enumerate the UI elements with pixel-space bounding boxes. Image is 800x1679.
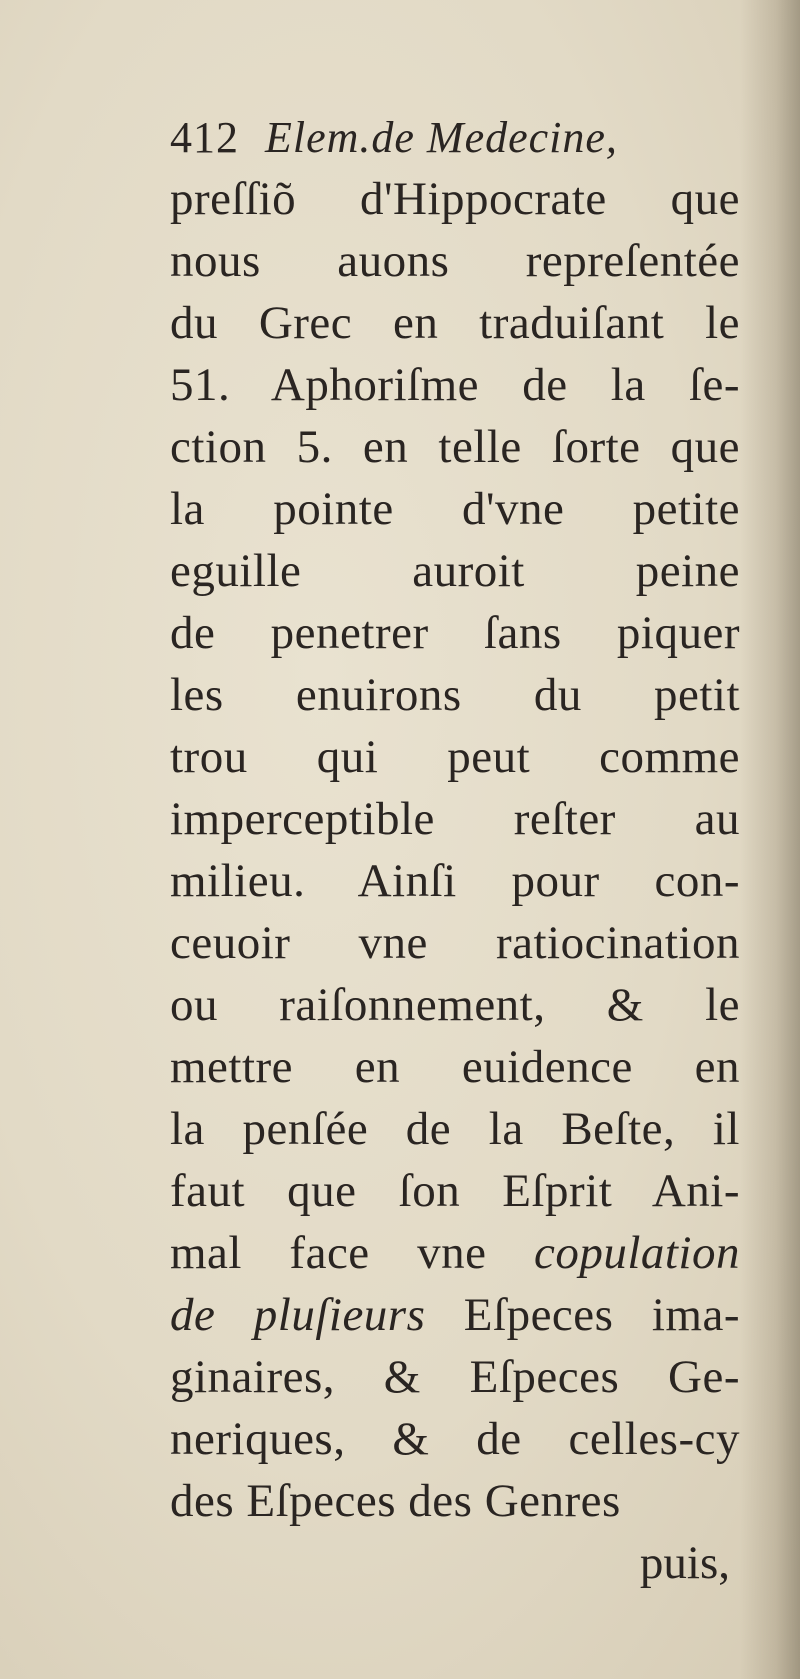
text-line: de penetrer ſans piquer: [170, 607, 740, 659]
text-italic: copulation: [533, 1227, 740, 1279]
text-line: 51. Aphoriſme de la ſe-: [170, 359, 740, 411]
text-block: [170, 108, 740, 1594]
text-line: du Grec en traduiſant le: [170, 297, 740, 349]
text-line: les enuirons du petit: [170, 669, 740, 721]
text-line: neriques, & de celles-cy: [170, 1413, 740, 1465]
text-roman: mal face vne: [170, 1227, 534, 1279]
text-line: des Eſpeces des Genres: [170, 1475, 621, 1527]
text-line: trou qui peut comme: [170, 731, 740, 783]
text-line: milieu. Ainſi pour con-: [170, 855, 740, 907]
running-title: Elem.de Medecine,: [265, 113, 618, 162]
text-line: [170, 1284, 740, 1346]
text-line: ceuoir vne ratiocination: [170, 917, 740, 969]
text-line: la penſée de la Beſte, il: [170, 1103, 740, 1155]
page-edge-shadow: [740, 0, 800, 1679]
text-roman: Eſpeces ima-: [425, 1289, 740, 1341]
running-head: [170, 108, 740, 168]
text-line: imperceptible reſter au: [170, 793, 740, 845]
text-italic: de pluſieurs: [170, 1289, 426, 1341]
text-line: eguille auroit peine: [170, 545, 740, 597]
text-line: preſſiõ d'Hippocrate que: [170, 173, 740, 225]
text-line: mettre en euidence en: [170, 1041, 740, 1093]
catchword: puis,: [639, 1537, 730, 1589]
text-line: ou raiſonnement, & le: [170, 979, 740, 1031]
text-line: ginaires, & Eſpeces Ge-: [170, 1351, 740, 1403]
text-line: la pointe d'vne petite: [170, 483, 740, 535]
text-line: nous auons repreſentée: [170, 235, 740, 287]
text-line: ction 5. en telle ſorte que: [170, 421, 740, 473]
text-line: faut que ſon Eſprit Ani-: [170, 1165, 740, 1217]
text-line: [170, 1222, 740, 1284]
page-number: 412: [170, 113, 239, 162]
